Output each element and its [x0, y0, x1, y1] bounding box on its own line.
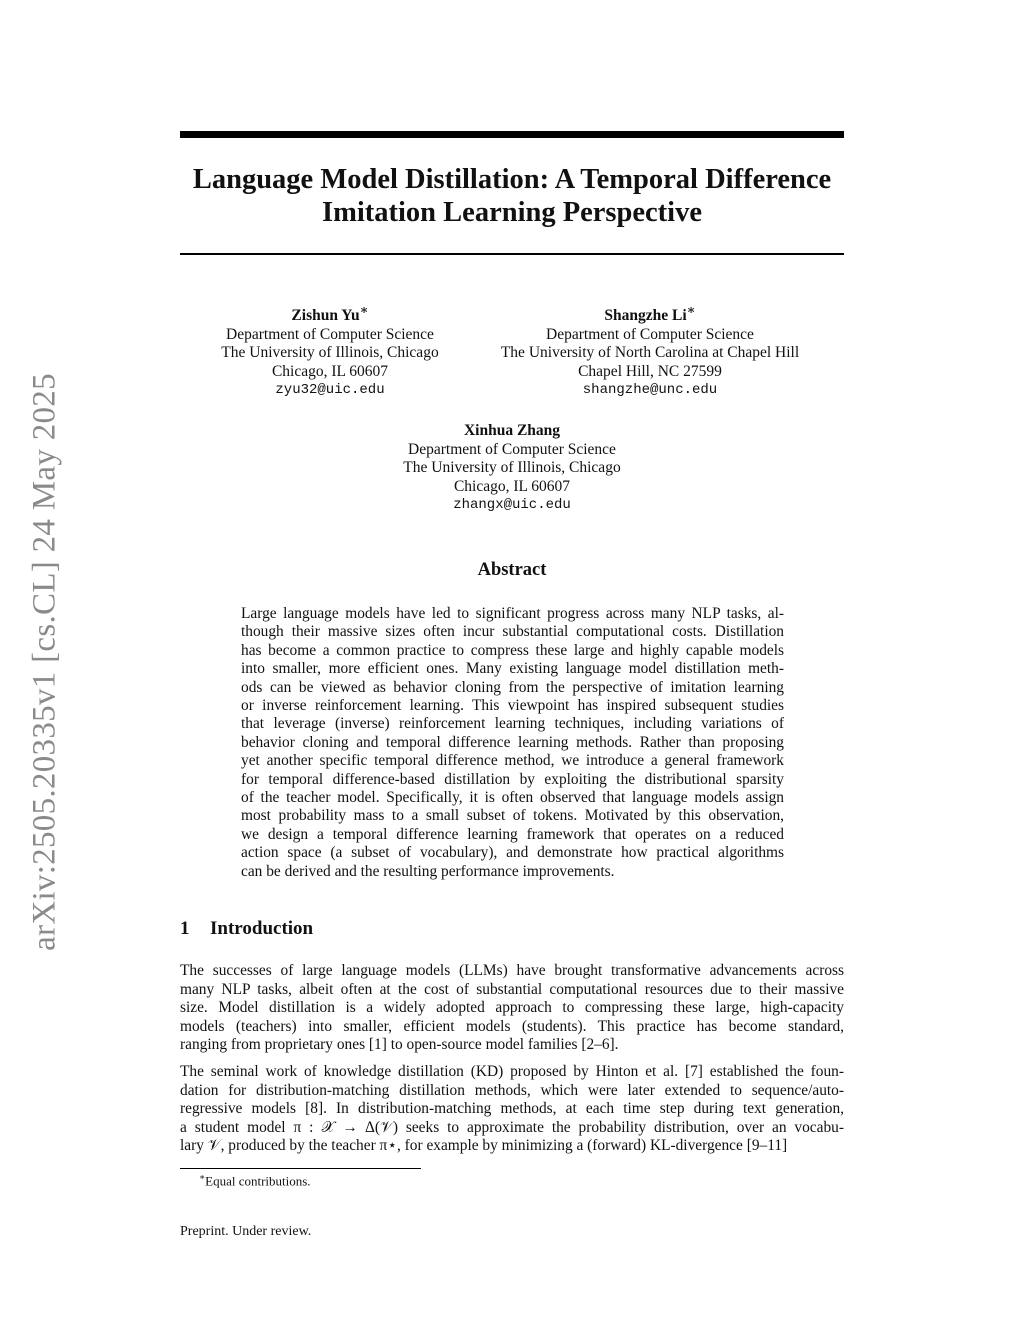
footnote-rule [180, 1168, 421, 1169]
author-name: Xinhua Zhang [463, 422, 561, 439]
author-dept: Department of Computer Science [546, 325, 754, 343]
abstract-line: for temporal difference-based distillation by exploiting the distributional sparsity [241, 770, 784, 788]
abstract-line: can be derived and the resulting performance improvements. [241, 862, 615, 880]
abstract-line: or inverse reinforcement learning. This viewpoint has inspired subsequent studies [241, 697, 784, 715]
author-name: Shangzhe Li∗ [604, 302, 696, 325]
author-inst: The University of Illinois, Chicago [221, 344, 439, 362]
paragraph-line: models (teachers) into smaller, efficient models (students). This practice has become standard, [180, 1017, 844, 1035]
paragraph-line: dation for distribution-matching distillation methods, which were later extended to sequence/auto- [180, 1081, 844, 1099]
author-inst: The University of North Carolina at Chapel Hill [500, 344, 800, 362]
paragraph-line: a student model π : 𝒳 → Δ(𝒱) seeks to approximate the probability distribution, over an vocabu- [180, 1118, 844, 1136]
abstract-line: we design a temporal difference learning framework that operates on a reduced [241, 825, 784, 843]
author-name: Zishun Yu∗ [291, 302, 369, 325]
title-line-1: Language Model Distillation: A Temporal Difference [192, 164, 832, 195]
section-title: Introduction [210, 918, 314, 939]
section-heading [180, 918, 313, 940]
author-dept: Department of Computer Science [226, 325, 434, 343]
abstract-line: Large language models have led to significant progress across many NLP tasks, al- [241, 605, 784, 622]
preprint-footer: Preprint. Under review. [180, 1224, 312, 1239]
intro-paragraph-1 [180, 962, 844, 1055]
author-block-3 [362, 422, 662, 515]
abstract-line: ods can be viewed as behavior cloning from the perspective of imitation learning [241, 678, 784, 696]
author-city: Chicago, IL 60607 [453, 477, 571, 495]
paragraph-line: lary 𝒱, produced by the teacher π⋆, for example by minimizing a (forward) KL-divergence [9–11] [180, 1137, 788, 1154]
abstract-line: of the teacher model. Specifically, it is often observed that language models assign [241, 789, 784, 807]
paragraph-line: size. Model distillation is a widely adopted approach to compressing these large, high-capacity [180, 999, 844, 1016]
author-email: zhangx@uic.edu [453, 497, 571, 513]
author-block-2 [470, 301, 830, 400]
paper-title [180, 163, 844, 229]
abstract-line: behavior cloning and temporal difference learning methods. Rather than proposing [241, 733, 784, 751]
abstract-line: has become a common practice to compress these large and highly capable models [241, 641, 784, 659]
title-line-2: Imitation Learning Perspective [322, 197, 702, 228]
abstract-line: that leverage (inverse) reinforcement learning techniques, including variations of [241, 715, 784, 733]
abstract-body [241, 605, 784, 881]
arxiv-stamp: arXiv:2505.20335v1 [cs.CL] 24 May 2025 [26, 373, 63, 951]
abstract-heading: Abstract [477, 560, 547, 580]
title-bottom-rule [180, 253, 844, 255]
author-city: Chicago, IL 60607 [271, 362, 389, 380]
author-dept: Department of Computer Science [408, 440, 616, 458]
section-number: 1 [180, 918, 190, 939]
paragraph-line: The successes of large language models (LLMs) have brought transformative advancements across [180, 962, 844, 979]
title-top-rule [180, 131, 844, 138]
author-email: shangzhe@unc.edu [582, 382, 718, 399]
intro-paragraph-2 [180, 1063, 844, 1156]
abstract-line: yet another specific temporal difference method, we introduce a general framework [241, 752, 784, 770]
author-email: zyu32@uic.edu [275, 382, 385, 399]
abstract-line: action space (a subset of vocabulary), and demonstrate how practical algorithms [241, 844, 784, 862]
paragraph-line: many NLP tasks, albeit often at the cost of substantial computational resources due to their massive [180, 980, 844, 998]
author-city: Chapel Hill, NC 27599 [578, 362, 722, 380]
paragraph-line: regressive models [8]. In distribution-matching methods, at each time step during text generation, [180, 1100, 844, 1117]
paragraph-line: ranging from proprietary ones [1] to open-source model families [2–6]. [180, 1036, 619, 1053]
author-inst: The University of Illinois, Chicago [403, 459, 621, 476]
abstract-line: though their massive sizes often incur substantial computational costs. Distillation [241, 623, 784, 641]
abstract-line: most probability mass to a small subset of tokens. Motivated by this observation, [241, 807, 784, 825]
abstract-line: into smaller, more efficient ones. Many existing language model distillation meth- [241, 660, 784, 678]
author-block-1 [200, 301, 460, 400]
paragraph-line: The seminal work of knowledge distillation (KD) proposed by Hinton et al. [7] established the foun- [180, 1063, 844, 1080]
footnote: ∗Equal contributions. [199, 1172, 311, 1189]
